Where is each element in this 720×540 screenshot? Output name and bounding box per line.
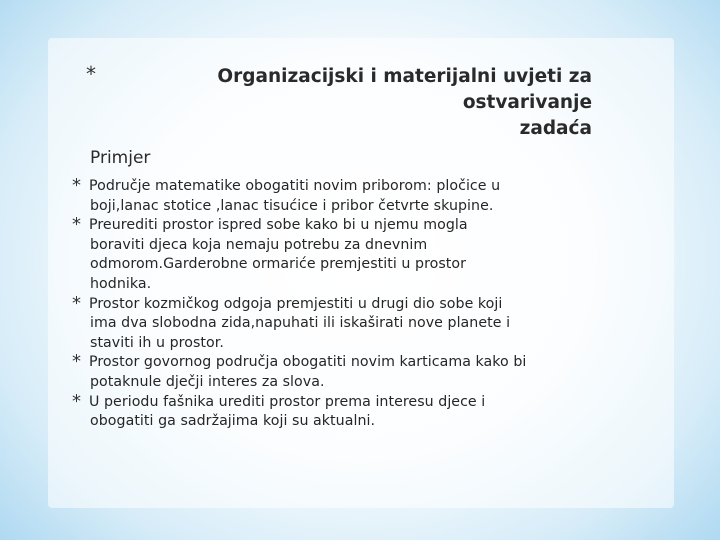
- bullet-item-2: [72, 216, 612, 294]
- slide-subtitle: Primjer: [90, 148, 151, 168]
- bullet-text-line: boji,lanac stotice ,lanac tisućice i pribor četvrte skupine.: [90, 197, 494, 214]
- bullet-list: [72, 177, 612, 432]
- bullet-text-line: Područje matematike obogatiti novim priborom: pločice u: [89, 178, 501, 194]
- bullet-text-line: potaknule dječji interes za slova.: [90, 373, 325, 390]
- bullet-text-line: Prostor govornog područja obogatiti novim karticama kako bi: [89, 354, 527, 371]
- slide-title-line-1: Organizacijski i materijalni uvjeti za ostvarivanje: [217, 66, 592, 113]
- bullet-marker: *: [72, 214, 82, 236]
- bullet-item-4: [72, 353, 612, 392]
- bullet-item-1: [72, 177, 612, 216]
- title-bullet-marker: *: [86, 62, 96, 86]
- bullet-text-line: Prostor kozmičkog odgoja premjestiti u drugi dio sobe koji: [89, 295, 503, 312]
- slide-title-line-2: zadaća: [519, 118, 592, 139]
- bullet-text-line: hodnika.: [90, 275, 152, 292]
- bullet-marker: *: [72, 390, 82, 412]
- bullet-text-line: Preurediti prostor ispred sobe kako bi u njemu mogla: [89, 217, 468, 234]
- slide-title: [112, 64, 592, 142]
- bullet-text-line: obogatiti ga sadržajima koji su aktualni.: [90, 413, 376, 430]
- bullet-marker: *: [72, 351, 82, 373]
- bullet-marker: *: [72, 292, 82, 314]
- bullet-text-line: boraviti djeca koja nemaju potrebu za dnevnim: [90, 236, 428, 253]
- bullet-text-line: U periodu fašnika urediti prostor prema interesu djece i: [89, 393, 486, 410]
- bullet-marker: *: [72, 175, 82, 196]
- bullet-text-line: ima dva slobodna zida,napuhati ili iskaširati nove planete i: [90, 315, 511, 332]
- bullet-item-5: [72, 390, 612, 432]
- bullet-item-3: [72, 292, 612, 354]
- bullet-text-line: staviti ih u prostor.: [90, 334, 224, 351]
- bullet-text-line: odmorom.Garderobne ormariće premjestiti u prostor: [90, 256, 467, 273]
